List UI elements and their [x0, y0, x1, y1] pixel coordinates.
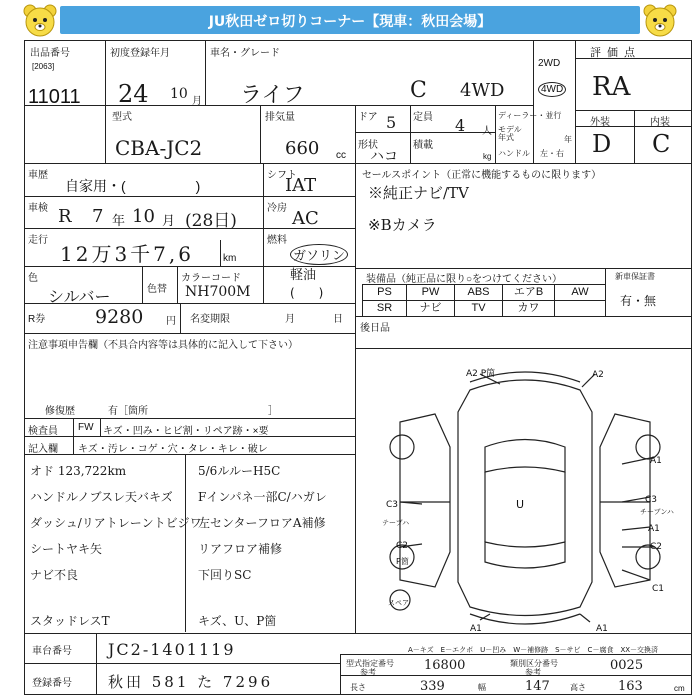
shape-value: ハコ	[370, 149, 398, 165]
header-title: JU秋田ゼロ切りコーナー【現車：秋田会場】	[208, 14, 492, 30]
lot-label: 出品番号	[30, 48, 70, 59]
sales-point-line-2: ※Bカメラ	[368, 216, 437, 234]
shift-label: シフト	[267, 170, 297, 181]
diagram-label: C1	[652, 584, 665, 594]
load-unit: kg	[483, 152, 492, 161]
warranty-value: 有・無	[620, 294, 657, 308]
width-value: 147	[525, 679, 550, 694]
diagram-label: テーブハ	[382, 519, 410, 527]
fuel-gasoline: ガソリン	[290, 244, 348, 265]
equipment-label: 装備品（純正品に限り○をつけてください）	[366, 274, 563, 285]
name-change-month: 月	[285, 314, 295, 325]
model-name-label: 車名・グレード	[210, 48, 280, 59]
inspector-note: ナビ不良	[30, 568, 79, 582]
mileage-unit: km	[223, 253, 237, 264]
aircon-label: 冷房	[267, 203, 287, 214]
sales-point-line-1: ※純正ナビ/TV	[368, 184, 469, 202]
diagram-label: スペア	[388, 599, 409, 607]
registration-label: 初度登録年月	[110, 48, 170, 59]
diagram-label: A1	[470, 624, 482, 634]
diagram-label: C2	[396, 541, 409, 551]
inspector-label: 検査員	[28, 426, 58, 437]
recycle-value: 9280	[95, 306, 144, 328]
year-unit: 年	[564, 135, 572, 144]
type-label: 型式	[112, 112, 132, 123]
shape-label: 形状	[358, 140, 378, 151]
mascot-left	[22, 2, 58, 38]
length-label: 長さ	[350, 683, 366, 692]
drive-option-4wd: 4WD	[538, 82, 566, 97]
width-label: 幅	[478, 683, 486, 692]
fuel-diesel: 軽油	[290, 268, 317, 283]
color-change-label: 色替	[147, 284, 167, 295]
inspector-note: リアフロア補修	[198, 542, 283, 556]
inspection-month: 10	[132, 206, 155, 227]
damage-legend: A－キズ E－エクボ U－凹み W－補修跡 S－サビ C－腐食 XX－交換済	[408, 646, 659, 654]
displacement-value: 660	[285, 138, 320, 159]
type-spec-ref: 参考	[360, 668, 376, 677]
mileage-label: 走行	[28, 235, 48, 246]
diagram-label: C3	[645, 495, 658, 505]
inspector-note: シートヤキ矢	[30, 542, 103, 556]
recycle-label: R券	[28, 314, 46, 325]
inspection-year: 7	[92, 206, 104, 227]
interior-label: 内装	[650, 117, 670, 128]
name-change-label: 名変期限	[190, 314, 230, 325]
diagram-label: A2 P箇	[466, 369, 496, 379]
rating-value: RA	[592, 72, 631, 102]
sales-points-label: セールスポイント（正常に機能するものに限ります）	[362, 170, 602, 181]
inspector-note: ダッシュ/リアトレーントビジワ	[30, 516, 202, 530]
bear-face-icon	[642, 2, 678, 38]
class-ref: 参考	[525, 668, 541, 677]
diagram-label: チーブンハ	[640, 508, 674, 516]
model-drive: 4WD	[460, 80, 505, 101]
inspection-era: R	[58, 206, 72, 227]
equip-abs: ABS	[455, 285, 503, 301]
chassis-label: 車台番号	[32, 646, 72, 657]
inspector-note: 左センターフロアA補修	[198, 516, 326, 530]
inspection-label: 車検	[28, 203, 48, 214]
inspection-month-unit: 月	[162, 214, 176, 229]
height-value: 163	[618, 679, 643, 694]
registration-month: 10	[170, 86, 188, 102]
fw-label: FW	[78, 422, 94, 433]
dealer-label: ディーラー・並行	[498, 111, 562, 120]
history-label: 車歴	[28, 170, 48, 181]
color-label: 色	[28, 273, 38, 284]
exterior-label: 外装	[590, 117, 610, 128]
fuel-label: 燃料	[267, 235, 287, 246]
equip-aw: AW	[555, 285, 606, 301]
car-damage-diagram	[360, 352, 690, 642]
recycle-unit: 円	[166, 316, 176, 327]
fuel-other: ( )	[290, 286, 324, 300]
color-code-value: NH700M	[185, 284, 251, 300]
equip-sr: SR	[363, 301, 407, 317]
type-value: CBA-JC2	[115, 136, 203, 160]
header-banner	[60, 6, 640, 34]
diagram-label: A2	[592, 370, 604, 380]
inspector-note: Fインパネ一部C/ハガレ	[198, 490, 327, 504]
length-value: 339	[420, 679, 445, 694]
equipment-grid	[362, 284, 606, 317]
color-code-label: カラーコード	[181, 273, 241, 284]
equip-airbag: エアB	[503, 285, 555, 301]
type-spec-value: 16800	[424, 658, 466, 673]
registration-year: 24	[118, 80, 149, 108]
name-change-day: 日	[333, 314, 343, 325]
inspector-note: キズ、U、P箇	[198, 614, 277, 628]
diagram-label: A1	[648, 524, 660, 534]
diagram-label: C2	[650, 542, 663, 552]
rear-seat-label: 後日品	[360, 323, 390, 334]
notes-label: 注意事項申告欄（不具合内容等は具体的に記入して下さい）	[28, 340, 298, 351]
class-value: 0025	[610, 658, 644, 673]
warranty-label: 新車保証書	[615, 272, 655, 281]
color-value: シルバー	[48, 287, 111, 306]
lot-number: 11011	[28, 86, 81, 108]
inspector-note: スタッドレスT	[30, 614, 110, 628]
chassis-value: JC2-1401119	[108, 640, 236, 659]
equip-empty	[555, 301, 606, 317]
mascot-right	[642, 2, 678, 38]
height-label: 高さ	[570, 683, 586, 692]
equip-navi: ナビ	[407, 301, 455, 317]
class-label: 類別区分番号	[510, 659, 558, 668]
doors-label: ドア	[358, 112, 378, 123]
model-grade: C	[410, 78, 427, 103]
repair-history-label: 修復歴	[45, 406, 75, 417]
shift-value: IAT	[285, 175, 317, 196]
history-value: 自家用・( )	[65, 178, 201, 194]
mileage-value: 12万3千7,6	[60, 242, 194, 266]
height-unit: cm	[674, 684, 685, 693]
model-year-label: モデル	[498, 125, 522, 134]
equip-ps: PS	[363, 285, 407, 301]
diagram-label: U	[516, 498, 525, 511]
inspection-year-unit: 年	[112, 214, 126, 229]
legend-label: 記入欄	[28, 444, 58, 455]
type-spec-label: 型式指定番号	[346, 659, 394, 668]
inspector-row-1: キズ・凹み・ヒビ割・リペア跡・×要	[103, 426, 269, 437]
rating-label: 評価点	[590, 47, 641, 59]
drive-option-2wd: 2WD	[538, 58, 561, 69]
bear-face-icon	[22, 2, 58, 38]
inspector-note: 下回りSC	[198, 568, 252, 582]
interior-grade: C	[652, 130, 671, 158]
displacement-label: 排気量	[265, 112, 295, 123]
equip-leather: カワ	[503, 301, 555, 317]
registration-month-unit: 月	[192, 96, 202, 107]
aircon-value: AC	[292, 208, 319, 229]
capacity-unit: 人	[482, 126, 492, 137]
handle-label: ハンドル	[498, 149, 530, 158]
inspector-row-2: キズ・汚レ・コゲ・穴・タレ・キレ・破レ	[78, 444, 268, 455]
capacity-label: 定員	[413, 112, 433, 123]
equip-pw: PW	[407, 285, 455, 301]
plate-value: 秋田 581 た 7296	[108, 673, 274, 691]
inspector-note: ハンドルノブスレ天バキズ	[30, 490, 173, 504]
repair-history-value: 有［箇所 ］	[108, 406, 278, 417]
inspector-note: 5/6ルルーH5C	[198, 464, 281, 478]
plate-label: 登録番号	[32, 678, 72, 689]
doors-value: 5	[386, 113, 397, 132]
inspector-note: オド 123,722km	[30, 464, 127, 478]
diagram-label: C3	[386, 500, 399, 510]
capacity-value: 4	[455, 116, 466, 135]
diagram-label: P箇	[396, 557, 409, 566]
displacement-unit: cc	[336, 150, 346, 161]
lot-sub: [2063]	[32, 62, 55, 71]
diagram-label: A1	[596, 624, 608, 634]
handle-options: 左・右	[540, 149, 564, 158]
year-label: 年式	[498, 133, 514, 142]
model-name-value: ライフ	[240, 83, 305, 108]
inspection-day: (28日)	[185, 211, 237, 231]
equip-tv: TV	[455, 301, 503, 317]
exterior-grade: D	[592, 130, 612, 158]
load-label: 積載	[413, 140, 433, 151]
diagram-label: A1	[650, 456, 662, 466]
